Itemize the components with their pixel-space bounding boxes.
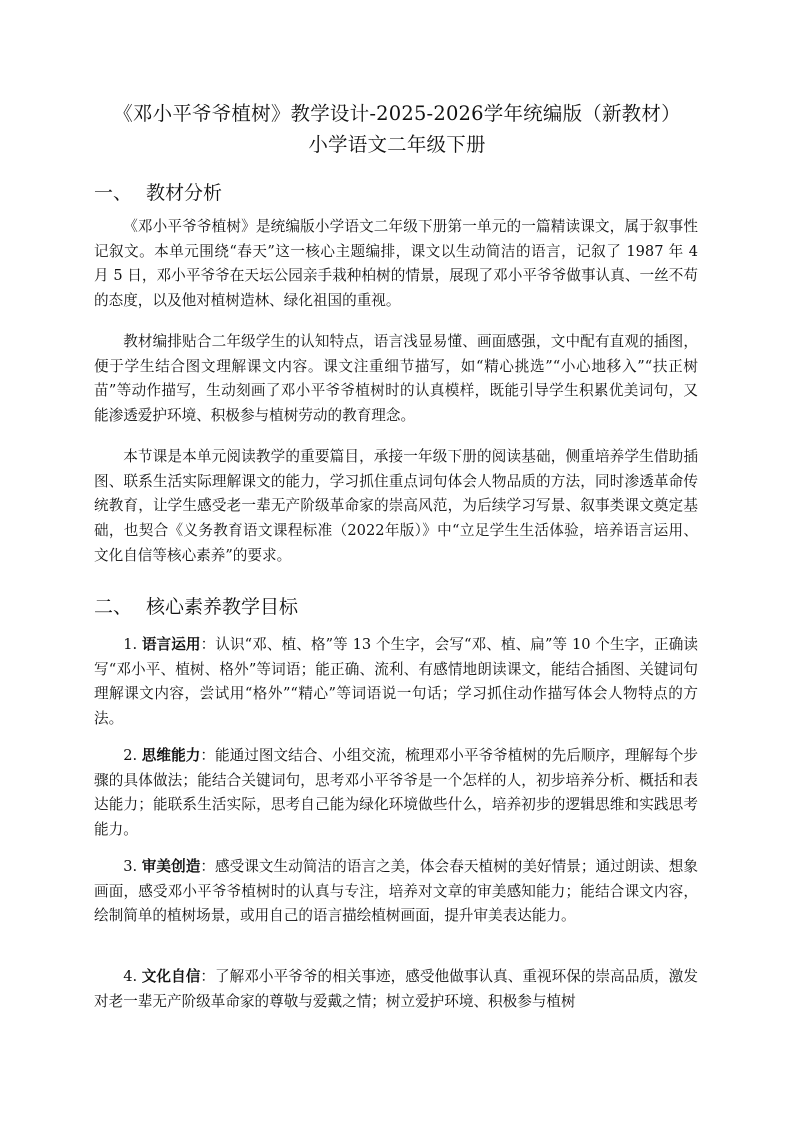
goal-item-number: 4.	[123, 968, 142, 985]
section-heading-goals	[94, 594, 298, 620]
document-title-line-2: 小学语文二年级下册	[308, 133, 486, 156]
goal-item-text: ：了解邓小平爷爷的相关事迹，感受他做事认真、重视环保的崇高品质，激发对老一辈无产阶级革命家的尊敬与爱戴之情；树立爱护环境、积极参与植树	[94, 968, 698, 1010]
goal-item-number: 1.	[123, 636, 142, 653]
goal-item-2	[94, 744, 698, 843]
goal-item-label: 审美创造	[141, 858, 201, 875]
goal-item-label: 文化自信	[141, 968, 201, 985]
goal-item-number: 3.	[123, 858, 142, 875]
document-title-line-1: 《邓小平爷爷植树》教学设计-2025-2026学年统编版（新教材）	[113, 102, 681, 125]
goal-item-3	[94, 855, 698, 929]
goal-item-label: 语言运用	[141, 636, 201, 653]
analysis-paragraph-1: 《邓小平爷爷植树》是统编版小学语文二年级下册第一单元的一篇精读课文，属于叙事性记叙文。本单元围绕“春天”这一核心主题编排，课文以生动简洁的语言，记叙了 1987 年 4 月 5 日，邓小平爷爷在天坛公园亲手栽种柏树的情景，展现了邓小平爷爷做事认真、一丝不苟的态度，以及他对植树造林、绿化祖国的重视。	[94, 218, 698, 310]
section-heading-text: 教材分析	[146, 182, 223, 204]
goal-item-text: ：感受课文生动简洁的语言之美，体会春天植树的美好情景；通过朗读、想象画面，感受邓小平爷爷植树时的认真与专注，培养对文章的审美感知能力；能结合课文内容，绘制简单的植树场景，或用自己的语言描绘植树画面，提升审美表达能力。	[94, 858, 698, 925]
goal-item-1	[94, 633, 698, 732]
analysis-paragraph-2: 教材编排贴合二年级学生的认知特点，语言浅显易懂、画面感强，文中配有直观的插图，便于学生结合图文理解课文内容。课文注重细节描写，如“精心挑选”“小心地移入”“扶正树苗”等动作描写，生动刻画了邓小平爷爷植树时的认真模样，既能引导学生积累优美词句，又能渗透爱护环境、积极参与植树劳动的教育理念。	[94, 333, 698, 425]
goal-item-text: ：认识“邓、植、格”等 13 个生字，会写“邓、植、扁”等 10 个生字，正确读写“邓小平、植树、格外”等词语；能正确、流利、有感情地朗读课文，能结合插图、关键词句理解课文内容，尝试用“格外”“精心”等词语说一句话；学习抓住动作描写体会人物特点的方法。	[94, 636, 698, 728]
section-heading-text: 核心素养教学目标	[146, 596, 299, 618]
section-number: 一、	[94, 182, 133, 204]
goal-item-number: 2.	[123, 747, 142, 764]
goal-item-text: ：能通过图文结合、小组交流，梳理邓小平爷爷植树的先后顺序，理解每个步骤的具体做法；能结合关键词句，思考邓小平爷爷是一个怎样的人，初步培养分析、概括和表达能力；能联系生活实际，思考自己能为绿化环境做些什么，培养初步的逻辑思维和实践思考能力。	[94, 747, 698, 839]
analysis-paragraph-3: 本节课是本单元阅读教学的重要篇目，承接一年级下册的阅读基础，侧重培养学生借助插图、联系生活实际理解课文的能力，学习抓住重点词句体会人物品质的方法，同时渗透革命传统教育，让学生感受老一辈无产阶级革命家的崇高风范，为后续学习写景、叙事类课文奠定基础，也契合《义务教育语文课程标准（2022年版）》中“立足学生生活体验，培养语言运用、文化自信等核心素养”的要求。	[94, 448, 698, 564]
section-number: 二、	[94, 596, 133, 618]
section-heading-analysis	[94, 180, 222, 206]
goal-item-4	[94, 965, 698, 1014]
goal-item-label: 思维能力	[141, 747, 201, 764]
